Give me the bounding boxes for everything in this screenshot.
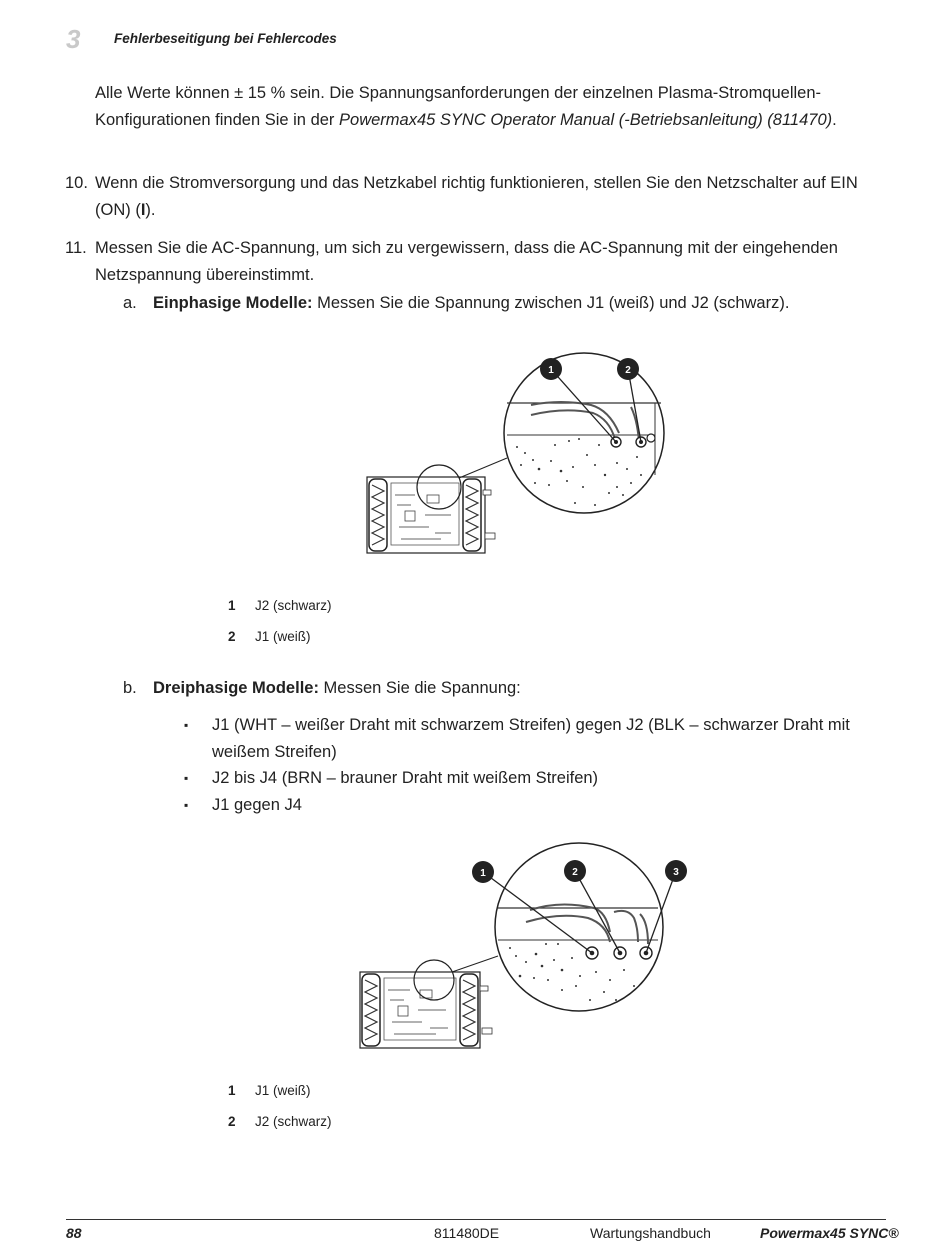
callout-label-3: 3 [673,867,679,878]
intro-text-end: . [832,111,837,129]
step-11-number: 11. [65,239,87,257]
legend-a-label-2: J1 (weiß) [255,629,311,644]
bullet-item-2 [0,765,950,792]
product-name: Powermax45 SYNC® [760,1225,899,1241]
power-supply-unit [360,972,492,1048]
legend-b-label-1: J1 (weiß) [255,1083,311,1098]
sub-b-description: Messen Sie die Spannung: [318,679,521,697]
manual-name: Wartungshandbuch [590,1225,711,1241]
bullet-item-3 [0,792,950,819]
callout-label-1: 1 [480,868,486,879]
bullet-text-1: J1 (WHT – weißer Draht mit schwarzem Streifen) gegen J2 (BLK – schwarzer Draht mit weißem Streifen) [212,716,850,761]
chapter-number: 3 [66,24,81,54]
power-switch-symbol: I [140,201,146,219]
legend-a-num-2: 2 [228,629,236,644]
step-11-text: Messen Sie die AC-Spannung, um sich zu vergewissern, dass die AC-Spannung mit der eingehenden Netzspannung übereinstimmt. [95,239,838,284]
sub-a-description: Messen Sie die Spannung zwischen J1 (weiß) und J2 (schwarz). [312,294,790,312]
detail-zoom-view [504,353,664,513]
legend-b-num-1: 1 [228,1083,236,1098]
bullet-marker: ▪ [184,718,189,732]
figure-three-phase [350,840,700,1060]
operator-manual-reference: Powermax45 SYNC Operator Manual (-Betriebsanleitung) (811470) [339,111,833,129]
sub-b-letter: b. [123,679,137,697]
zoom-connector-line [459,458,507,478]
page-number: 88 [66,1225,82,1241]
callout-1 [540,358,562,380]
step-10-text-a: Wenn die Stromversorgung und das Netzkabel richtig funktionieren, stellen Sie den Netzschalter auf EIN (ON) ( [95,174,858,219]
legend-b-num-2: 2 [228,1114,236,1129]
footer-divider [66,1219,886,1220]
chapter-title: Fehlerbeseitigung bei Fehlercodes [114,31,337,46]
sub-a-text [153,290,913,317]
zoom-connector-line [452,956,498,972]
step-10-text [95,170,895,224]
callout-2 [564,860,586,882]
legend-b-label-2: J2 (schwarz) [255,1114,332,1129]
intro-paragraph [95,80,895,134]
sub-b-heading: Dreiphasige Modelle: [153,679,319,697]
callout-label-1: 1 [548,365,554,376]
callout-label-2: 2 [625,365,631,376]
bullet-marker: ▪ [184,798,189,812]
sub-a-heading: Einphasige Modelle: [153,294,313,312]
step-10-number: 10. [65,174,88,192]
legend-a-label-1: J2 (schwarz) [255,598,332,613]
bullet-text-3: J1 gegen J4 [212,796,302,814]
sub-a-letter: a. [123,294,137,312]
sub-b-text [153,675,913,702]
callout-3 [665,860,687,882]
figure-single-phase [355,335,685,565]
step-10-text-b: ). [145,201,156,219]
document-number: 811480DE [434,1225,500,1241]
callout-2 [617,358,639,380]
bullet-item-1 [0,712,950,766]
power-supply-unit [367,477,495,553]
bullet-text-2: J2 bis J4 (BRN – brauner Draht mit weißem Streifen) [212,769,599,787]
callout-1 [472,861,494,883]
intro-text: Alle Werte können ± 15 % sein. Die Spannungsanforderungen der einzelnen Plasma-Stromquellen-Konfigurationen finden Sie in der [95,84,822,129]
callout-label-2: 2 [572,867,578,878]
legend-a-num-1: 1 [228,598,236,613]
bullet-marker: ▪ [184,771,189,785]
